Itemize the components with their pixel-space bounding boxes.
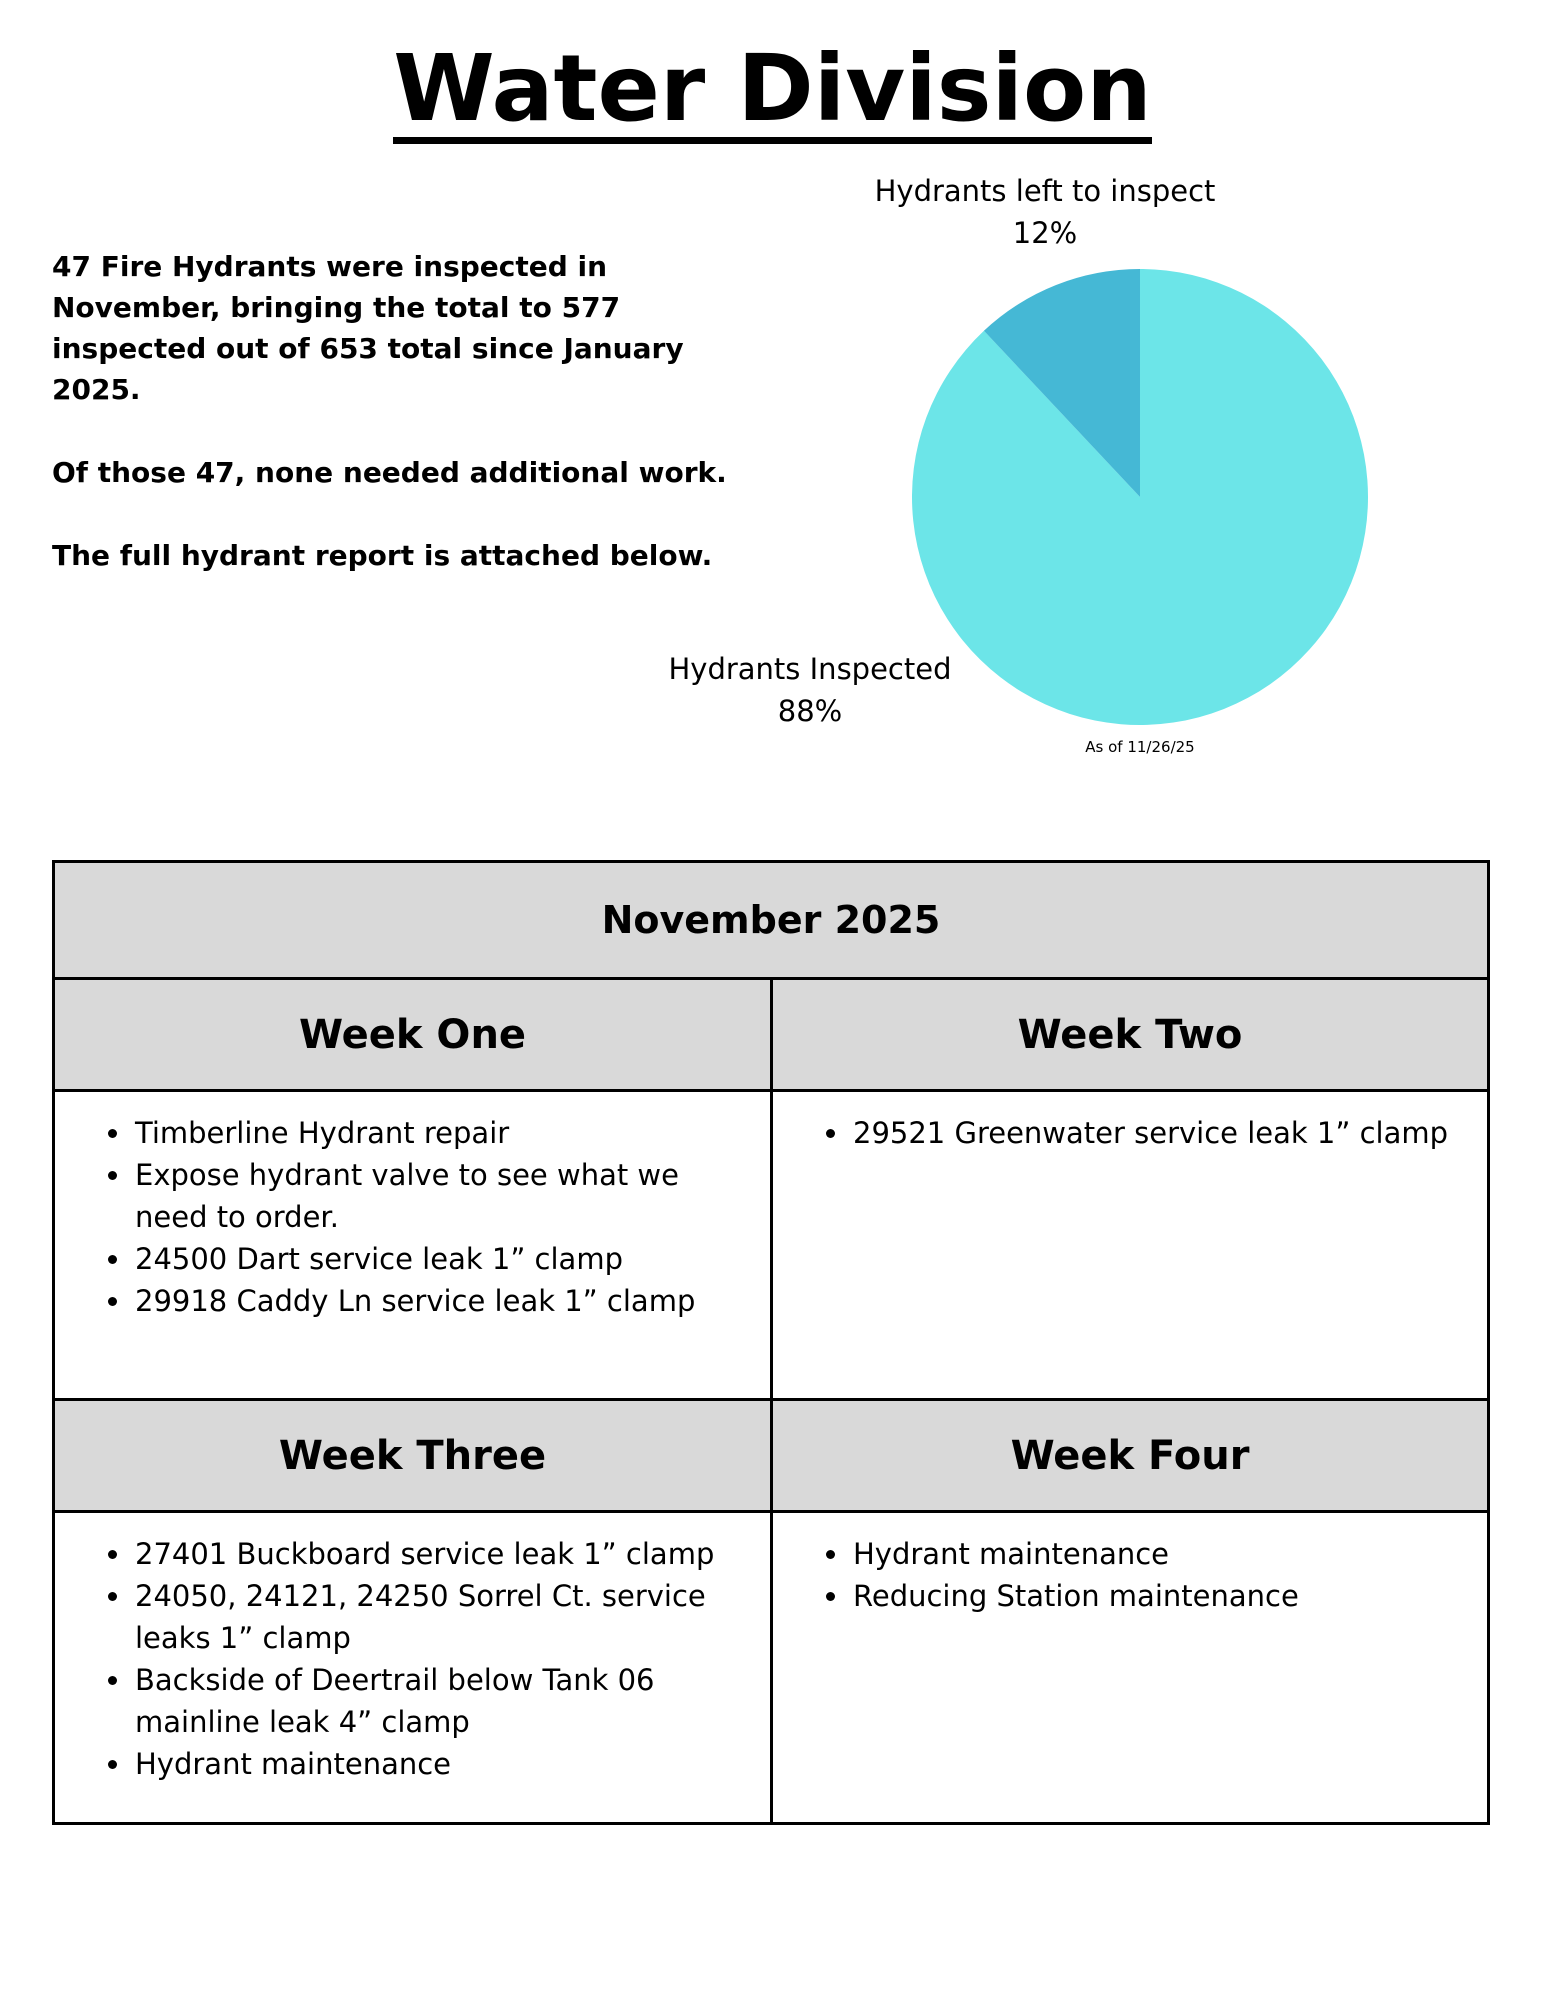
- intro-text: [52, 246, 752, 618]
- list-item: • Timberline Hydrant repair: [133, 1112, 740, 1154]
- week-three-heading: Week Three: [55, 1401, 773, 1513]
- page-title-text: Water Division: [393, 35, 1152, 142]
- intro-paragraph: The full hydrant report is attached below.: [52, 539, 713, 572]
- week-four-list: [773, 1533, 1487, 1617]
- list-item: • Hydrant maintenance: [851, 1533, 1457, 1575]
- list-item: • 27401 Buckboard service leak 1” clamp: [133, 1533, 740, 1575]
- pie-label-value: 12%: [1012, 216, 1078, 250]
- schedule-grid: [55, 980, 1487, 1822]
- week-one-heading: Week One: [55, 980, 773, 1092]
- intro-paragraph: Of those 47, none needed additional work.: [52, 456, 727, 489]
- week-three-list: [55, 1533, 770, 1785]
- week-two-cell: [773, 1092, 1487, 1401]
- pie-label-inspected: [660, 648, 960, 732]
- pie-label-name: Hydrants Inspected: [668, 652, 952, 686]
- list-item: • 24500 Dart service leak 1” clamp: [133, 1238, 740, 1280]
- list-item: • Reducing Station maintenance: [851, 1575, 1457, 1617]
- pie-label-name: Hydrants left to inspect: [874, 174, 1216, 208]
- week-three-cell: [55, 1513, 773, 1822]
- list-item: • 29521 Greenwater service leak 1” clamp: [851, 1112, 1457, 1154]
- week-two-heading: Week Two: [773, 980, 1487, 1092]
- list-item: • Hydrant maintenance: [133, 1743, 740, 1785]
- pie-label-left-to-inspect: [870, 170, 1220, 254]
- list-item: • Backside of Deertrail below Tank 06 mainline leak 4” clamp: [133, 1659, 740, 1743]
- schedule-table: [52, 860, 1490, 1825]
- week-four-heading: Week Four: [773, 1401, 1487, 1513]
- list-item: • 29918 Caddy Ln service leak 1” clamp: [133, 1280, 740, 1322]
- pie-label-value: 88%: [777, 694, 843, 728]
- hydrant-pie-chart: [905, 262, 1375, 732]
- schedule-heading: November 2025: [55, 863, 1487, 980]
- week-two-list: [773, 1112, 1487, 1154]
- week-four-cell: [773, 1513, 1487, 1822]
- week-one-cell: [55, 1092, 773, 1401]
- list-item: • 24050, 24121, 24250 Sorrel Ct. service leaks 1” clamp: [133, 1575, 740, 1659]
- week-one-list: [55, 1112, 770, 1322]
- page-title: [0, 34, 1545, 144]
- chart-date-note: As of 11/26/25: [1085, 738, 1195, 756]
- intro-paragraph: 47 Fire Hydrants were inspected in November, bringing the total to 577 inspected out of 653 total since January 2025.: [52, 250, 684, 406]
- list-item: • Expose hydrant valve to see what we need to order.: [133, 1154, 740, 1238]
